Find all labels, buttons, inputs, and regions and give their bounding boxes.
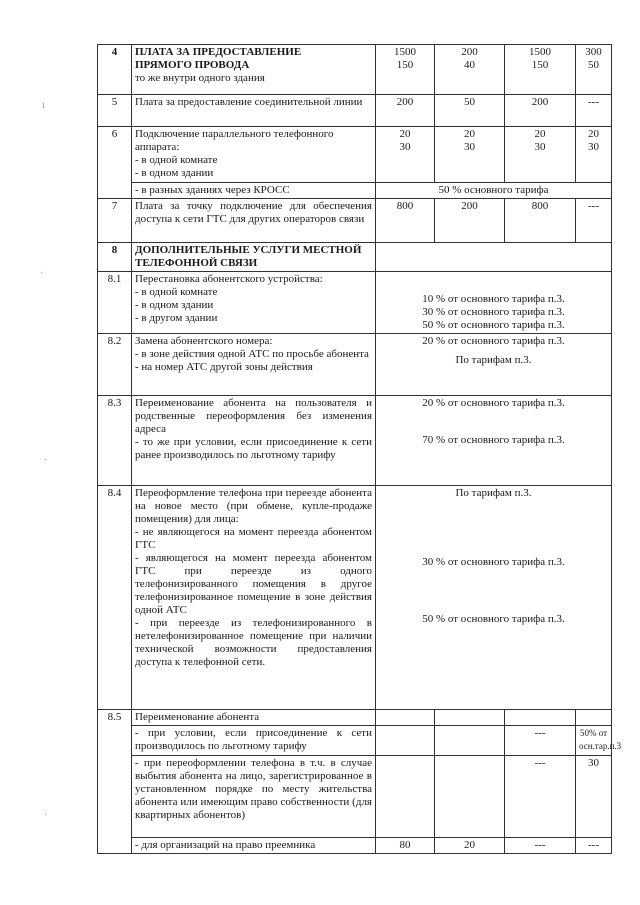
value-cell: 200 bbox=[505, 95, 576, 127]
table-row bbox=[98, 243, 612, 272]
value-cell: --- bbox=[576, 95, 612, 127]
value-cell: 20 bbox=[435, 838, 505, 854]
empty-cell bbox=[376, 243, 612, 272]
tariff-table bbox=[97, 44, 622, 854]
table-row bbox=[98, 95, 612, 127]
table-row bbox=[98, 396, 612, 486]
row-description: Плата за предоставление соединительной линии bbox=[132, 95, 376, 127]
value-cell: 50% от осн.тар.п.3 bbox=[576, 726, 612, 756]
value-cell: 200 bbox=[376, 95, 435, 127]
row-number: 8.1 bbox=[98, 272, 132, 334]
value-cell: 200 bbox=[435, 199, 505, 243]
value-cell: 20 30 bbox=[435, 127, 505, 183]
row-description: Плата за точку подключение для обеспечения доступа к сети ГТС для других операторов связи bbox=[132, 199, 376, 243]
value-cell: 80 bbox=[376, 838, 435, 854]
value-cell: 20 30 bbox=[505, 127, 576, 183]
value-cell: 300 50 bbox=[576, 45, 612, 95]
table-row bbox=[98, 183, 612, 199]
row-number: 8.5 bbox=[98, 710, 132, 854]
row-number: 6 bbox=[98, 127, 132, 199]
value-cell: 800 bbox=[376, 199, 435, 243]
row-description: Замена абонентского номера: - в зоне действия одной АТС по просьбе абонента - на номер АТС другой зоны действия bbox=[132, 334, 376, 396]
row-subtitle: то же внутри одного здания bbox=[135, 72, 265, 84]
value-cell: --- bbox=[505, 838, 576, 854]
row-title: ПРЯМОГО ПРОВОДА bbox=[135, 59, 250, 71]
row-number: 7 bbox=[98, 199, 132, 243]
value-cell: 20 30 bbox=[376, 127, 435, 183]
row-description: Подключение параллельного телефонного аппарата: - в одной комнате - в одном здании bbox=[132, 127, 376, 183]
table-row bbox=[98, 334, 612, 396]
row-description: Переименование абонента bbox=[132, 710, 376, 726]
row-description: - для организаций на право преемника bbox=[132, 838, 376, 854]
table-row bbox=[98, 199, 612, 243]
value-cell: --- bbox=[505, 756, 576, 838]
row-description: - при условии, если присоединение к сети производилось по льготному тарифу bbox=[132, 726, 376, 756]
row-description: - в разных зданиях через КРОСС bbox=[132, 183, 376, 199]
row-description: - при переоформлении телефона в т.ч. в случае выбытия абонента на лицо, зарегистрированное в установленном порядке по месту жительства абонента или имеющим право собственности (для квартирных абонентов) bbox=[132, 756, 376, 838]
row-number: 8.2 bbox=[98, 334, 132, 396]
row-description: Перестановка абонентского устройства: - в одной комнате - в одном здании - в другом здании bbox=[132, 272, 376, 334]
tariff-span-cell: 50 % основного тарифа bbox=[376, 183, 612, 199]
table-row bbox=[98, 486, 612, 710]
row-description: Переименование абонента на пользователя и родственные переоформления без изменения адреса - то же при условии, если присоединение к сети ранее производилось по льготному тарифу bbox=[132, 396, 376, 486]
value-cell: 30 bbox=[576, 756, 612, 838]
row-number: 4 bbox=[98, 45, 132, 95]
row-number: 8 bbox=[98, 243, 132, 272]
scan-mark: · bbox=[40, 268, 44, 279]
row-description: Переоформление телефона при переезде абонента на новое место (при обмене, купле-продаже помещения) для лица: - не являющегося на момент переезда абонентом ГТС - являющегося на момент переезда абонентом ГТС при переезде из одного телефонизированного помещения в другое телефонизированное помещение в зоне действия одной АТС - при переезде из телефонизированного в нетелефонизированное помещение при наличии технической возможности предоставления доступа к телефонной сети. bbox=[132, 486, 376, 710]
value-cell: 200 40 bbox=[435, 45, 505, 95]
value-cell: --- bbox=[576, 199, 612, 243]
value-cell: 800 bbox=[505, 199, 576, 243]
tariff-span-cell: 20 % от основного тарифа п.3. По тарифам п.3. bbox=[376, 334, 612, 396]
row-title: ПЛАТА ЗА ПРЕДОСТАВЛЕНИЕ bbox=[135, 46, 302, 58]
scan-mark: · bbox=[44, 810, 48, 821]
table-row bbox=[98, 726, 612, 756]
section-heading: ДОПОЛНИТЕЛЬНЫЕ УСЛУГИ МЕСТНОЙ ТЕЛЕФОННОЙ СВЯЗИ bbox=[132, 243, 376, 272]
value-cell: 1500 150 bbox=[376, 45, 435, 95]
table-row bbox=[98, 127, 612, 183]
table-row bbox=[98, 45, 612, 95]
row-number: 8.3 bbox=[98, 396, 132, 486]
table-row bbox=[98, 756, 612, 838]
tariff-span-cell: 20 % от основного тарифа п.3. 70 % от основного тарифа п.3. bbox=[376, 396, 612, 486]
table-row bbox=[98, 272, 612, 334]
row-number: 8.4 bbox=[98, 486, 132, 710]
value-cell: 1500 150 bbox=[505, 45, 576, 95]
table-row bbox=[98, 838, 612, 854]
tariff-span-cell: По тарифам п.3. 30 % от основного тарифа п.3. 50 % от основного тарифа п.3. bbox=[376, 486, 612, 710]
value-cell: 20 30 bbox=[576, 127, 612, 183]
row-number: 5 bbox=[98, 95, 132, 127]
value-cell: --- bbox=[505, 726, 576, 756]
row-description bbox=[132, 45, 376, 95]
value-cell: --- bbox=[576, 838, 612, 854]
value-cell: 50 bbox=[435, 95, 505, 127]
table-row bbox=[98, 710, 612, 726]
scan-mark: ı bbox=[42, 100, 45, 111]
scan-mark: · bbox=[44, 455, 48, 466]
tariff-span-cell: 10 % от основного тарифа п.3. 30 % от основного тарифа п.3. 50 % от основного тарифа п.3. bbox=[376, 272, 612, 334]
